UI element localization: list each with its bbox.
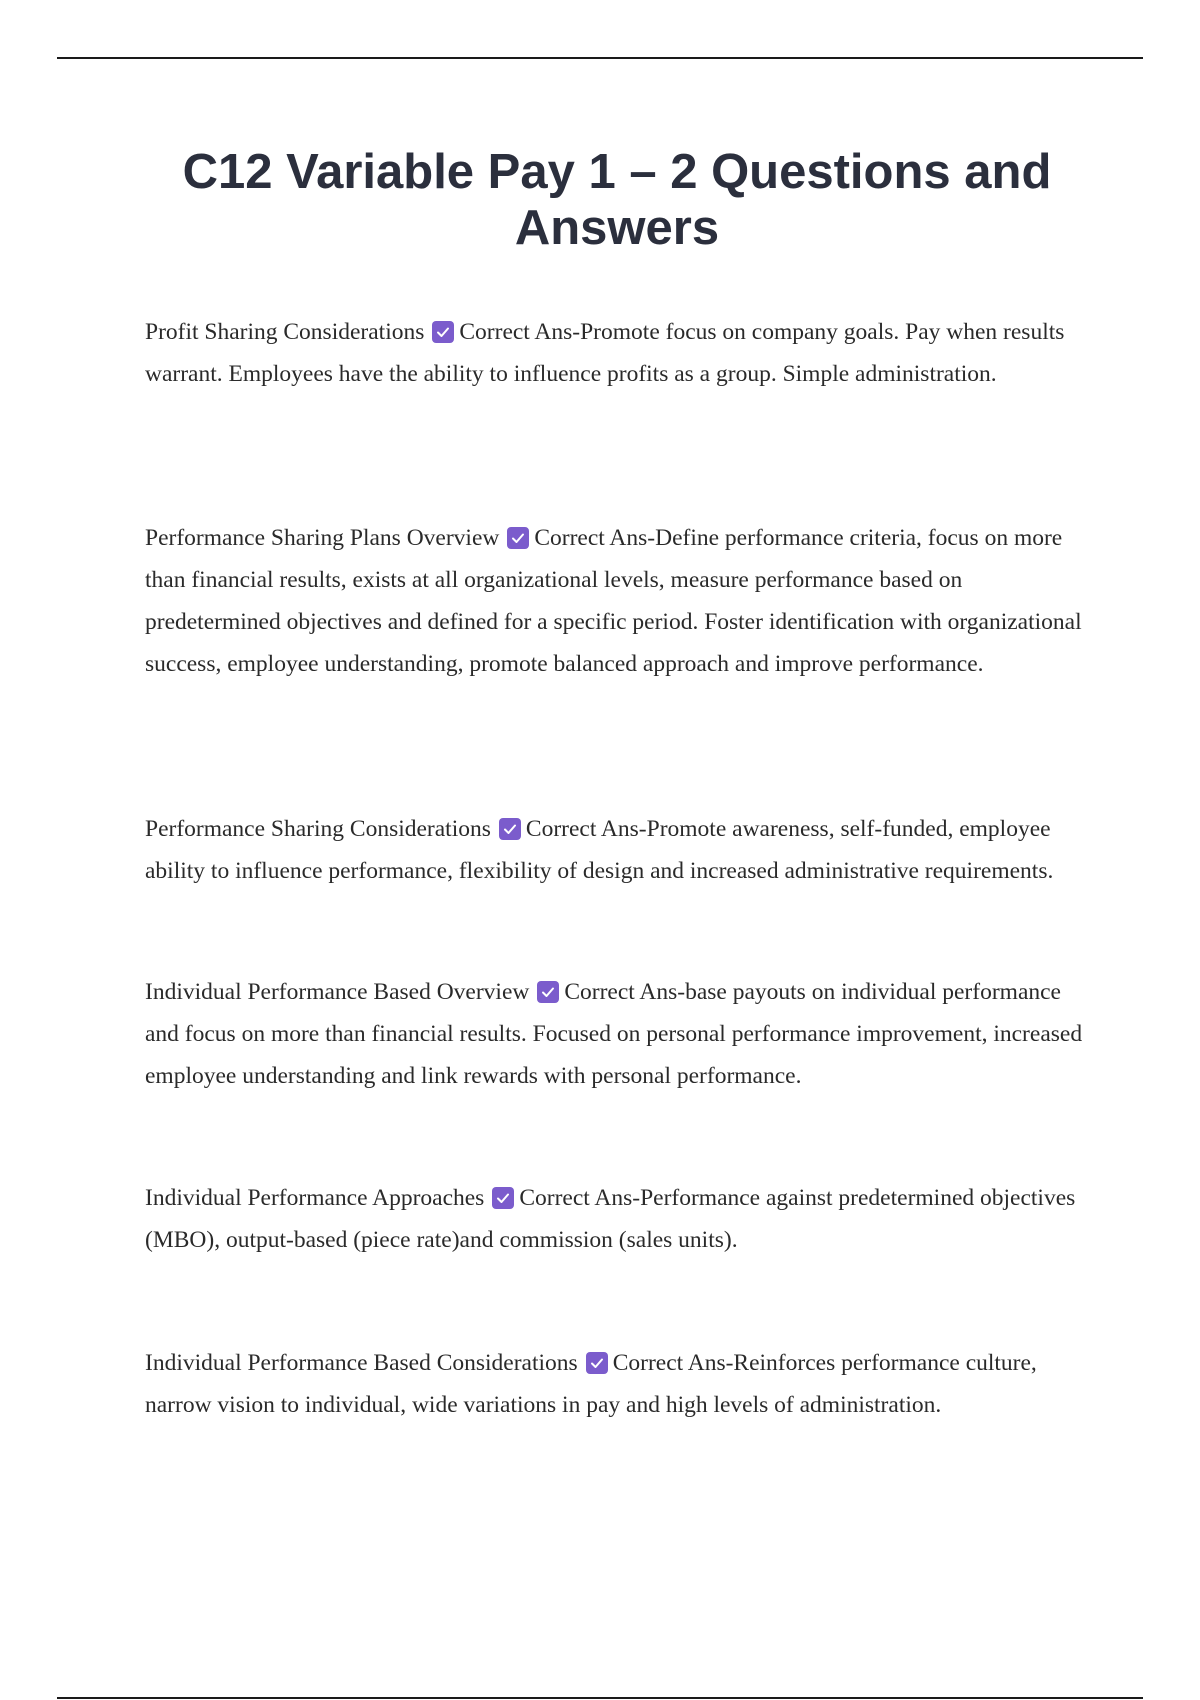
check-box-icon bbox=[537, 981, 559, 1003]
bottom-rule bbox=[57, 1697, 1143, 1699]
check-box-icon bbox=[586, 1352, 608, 1374]
qa-term: Profit Sharing Considerations bbox=[145, 319, 425, 345]
check-box-icon bbox=[432, 321, 454, 343]
page-title: C12 Variable Pay 1 – 2 Questions and Answers bbox=[182, 145, 1052, 255]
qa-term: Individual Performance Based Overview bbox=[145, 979, 530, 1005]
qa-answer: Correct Ans-Reinforces performance culture, narrow vision to individual, wide variations in pay and high levels of administration. bbox=[145, 1350, 1037, 1418]
qa-term: Performance Sharing Plans Overview bbox=[145, 525, 500, 551]
check-box-icon bbox=[507, 527, 529, 549]
qa-item bbox=[145, 808, 1093, 892]
qa-answer: Correct Ans-Promote focus on company goals. Pay when results warrant. Employees have the ability to influence profits as a group. Simple administration. bbox=[145, 319, 1065, 387]
qa-term: Individual Performance Approaches bbox=[145, 1185, 485, 1211]
qa-term: Individual Performance Based Considerations bbox=[145, 1350, 578, 1376]
qa-answer: Correct Ans-Promote awareness, self-funded, employee ability to influence performance, flexibility of design and increased administrative requirements. bbox=[145, 816, 1054, 884]
qa-item bbox=[145, 971, 1093, 1097]
qa-answer: Correct Ans-base payouts on individual performance and focus on more than financial results. Focused on personal performance improvement, increased employee understanding and link rewards with personal performance. bbox=[145, 979, 1083, 1089]
qa-item bbox=[145, 517, 1093, 685]
check-box-icon bbox=[499, 818, 521, 840]
qa-item bbox=[145, 1342, 1093, 1426]
top-rule bbox=[57, 57, 1143, 59]
qa-term: Performance Sharing Considerations bbox=[145, 816, 491, 842]
check-box-icon bbox=[492, 1187, 514, 1209]
qa-answer: Correct Ans-Define performance criteria, focus on more than financial results, exists at all organizational levels, measure performance based on predetermined objectives and defined for a specific period. Foster identification with organizational success, employee understanding, promote balanced approach and improve performance. bbox=[145, 525, 1082, 677]
qa-answer: Correct Ans-Performance against predetermined objectives (MBO), output-based (piece rate)and commission (sales units). bbox=[145, 1185, 1076, 1253]
qa-item bbox=[145, 311, 1093, 395]
qa-item bbox=[145, 1177, 1093, 1261]
